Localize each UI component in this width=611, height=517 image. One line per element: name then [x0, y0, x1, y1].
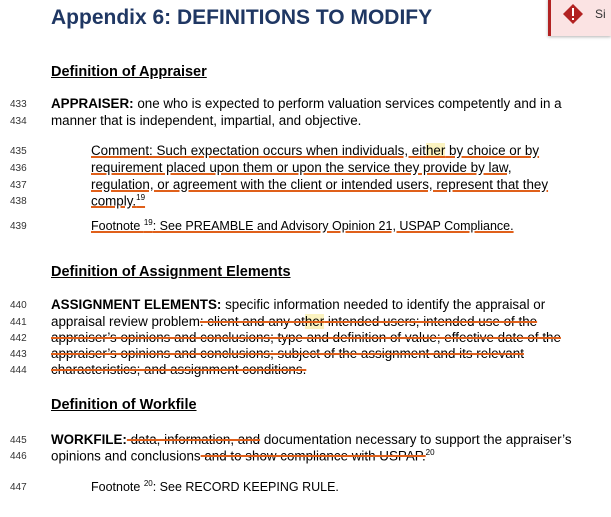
text: one who is expected to perform valuation services competently and in a — [133, 96, 562, 111]
comment-line-437: regulation, or agreement with the client or intended users, represent that they — [91, 177, 549, 192]
line-433 — [51, 96, 562, 111]
text: Footnote — [91, 219, 144, 234]
footnote-ref: 20 — [143, 479, 153, 488]
footnote-19 — [91, 218, 514, 233]
highlight: her — [425, 143, 446, 158]
warning-diamond-icon — [563, 4, 583, 24]
line-number: 435 — [10, 146, 27, 157]
term: WORKFILE: — [51, 432, 127, 447]
line-number: 433 — [10, 99, 27, 110]
line-number: 439 — [10, 221, 27, 232]
term: APPRAISER: — [51, 96, 134, 111]
line-440 — [51, 297, 545, 312]
heading-appraiser: Definition of Appraiser — [51, 64, 207, 80]
text: opinions and conclusions — [51, 448, 201, 464]
footnote-ref: 19 — [136, 193, 146, 202]
line-445 — [51, 432, 572, 447]
comment-line-436: requirement placed upon them or upon the service they provide by law, — [91, 160, 512, 175]
line-number: 444 — [10, 365, 27, 376]
line-number: 436 — [10, 163, 27, 174]
text: specific information needed to identify the appraisal or — [221, 297, 546, 312]
line-number: 446 — [10, 451, 27, 462]
line-443: appraiser’s opinions and conclusions; subject of the assignment and its relevant — [51, 346, 524, 361]
line-number: 442 — [10, 333, 27, 344]
line-441 — [51, 314, 537, 329]
line-number: 434 — [10, 116, 27, 127]
notification-banner[interactable] — [548, 0, 611, 36]
text: comply. — [91, 193, 137, 209]
footnote-ref: 20 — [425, 448, 435, 457]
comment-line-438 — [91, 193, 145, 208]
line-number: 438 — [10, 196, 27, 207]
text: Comment: Such expectation occurs when individuals, eit — [91, 143, 426, 158]
line-434: manner that is independent, impartial, and objective. — [51, 113, 362, 128]
line-number: 441 — [10, 317, 27, 328]
text: appraisal review problem — [51, 314, 200, 329]
heading-workfile: Definition of Workfile — [51, 397, 197, 413]
deleted-text: : client and any ot — [199, 314, 305, 329]
line-number: 445 — [10, 435, 27, 446]
deleted-text: and to show compliance with USPAP. — [200, 448, 426, 464]
notification-text: Si — [595, 7, 606, 21]
line-number: 443 — [10, 349, 27, 360]
deleted-text: her — [304, 314, 325, 329]
line-number: 437 — [10, 180, 27, 191]
line-number: 447 — [10, 482, 27, 493]
text: documentation necessary to support the appraiser’s — [260, 432, 572, 447]
text: : See PREAMBLE and Advisory Opinion 21, USPAP Compliance. — [152, 219, 514, 234]
deleted-text: intended users; intended use of the — [324, 314, 538, 329]
term: ASSIGNMENT ELEMENTS: — [51, 297, 222, 312]
comment-line-435 — [91, 143, 539, 158]
line-442: appraiser’s opinions and conclusions; type and definition of value; effective date of the — [51, 330, 561, 345]
heading-assignment-elements: Definition of Assignment Elements — [51, 264, 291, 280]
page-title: Appendix 6: DEFINITIONS TO MODIFY — [51, 6, 433, 29]
line-446 — [51, 448, 435, 463]
line-444: characteristics; and assignment conditions. — [51, 362, 307, 377]
text: by choice or by — [445, 143, 540, 158]
text: : See RECORD KEEPING RULE. — [152, 480, 339, 495]
footnote-20 — [91, 479, 339, 494]
deleted-text: data, information, and — [126, 432, 261, 447]
footnote-ref: 19 — [143, 218, 153, 227]
line-number: 440 — [10, 300, 27, 311]
text: Footnote — [91, 480, 144, 495]
